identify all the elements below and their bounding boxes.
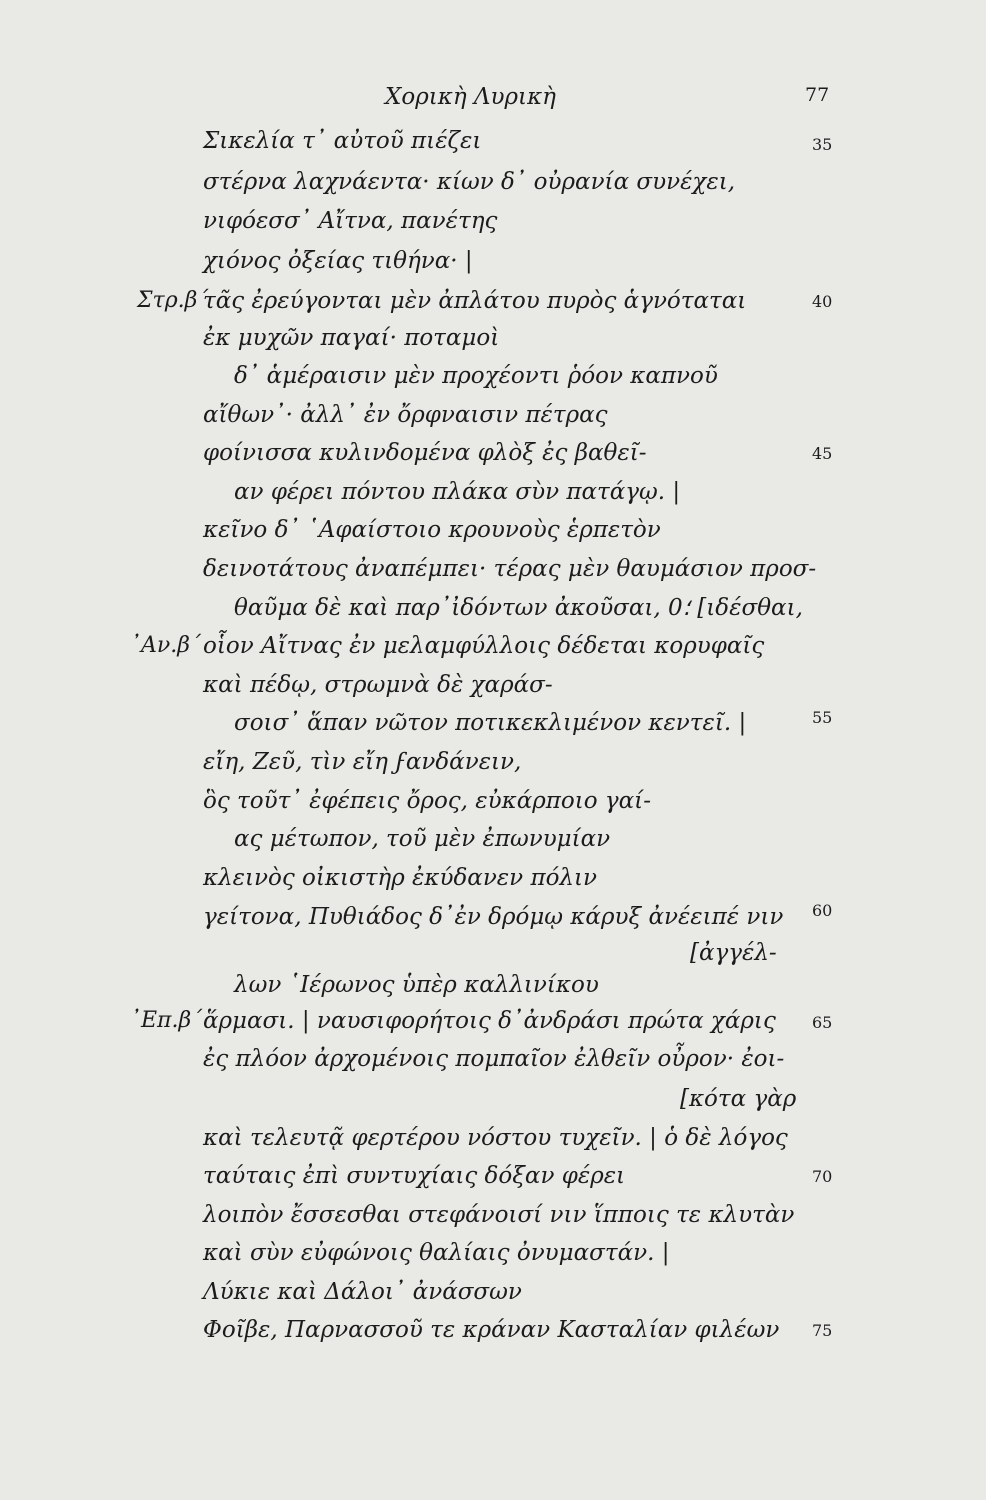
verse-line: στέρνα λαχνάεντα· κίων δ᾽ οὐρανία συνέχει, [203, 169, 736, 195]
verse-line: λων ῾Ιέρωνος ὑπὲρ καλλινίκου [234, 972, 599, 998]
verse-line: ας μέτωπον, τοῦ μὲν ἐπωνυμίαν [234, 826, 611, 852]
verse-line: ταύταις ἐπὶ συντυχίαις δόξαν φέρει [203, 1163, 626, 1189]
verse-line: φοίνισσα κυλινδομένα φλὸξ ἐς βαθεῖ- [203, 440, 647, 466]
line-number: 35 [812, 135, 833, 154]
line-number: 45 [812, 444, 833, 463]
line-number: 65 [812, 1013, 833, 1032]
line-number: 60 [812, 901, 833, 920]
verse-line: αν φέρει πόντου πλάκα σὺν πατάγῳ. | [234, 479, 681, 505]
verse-line: οἷον Αἴτνας ἐν μελαμφύλλοις δέδεται κορυφαῖς [203, 633, 765, 659]
verse-line: κεῖνο δ᾽ ῾Αφαίστοιο κρουνοὺς ἑρπετὸν [203, 517, 661, 543]
verse-line: αἴθων᾽· ἀλλ᾽ ἐν ὄρφναισιν πέτρας [203, 402, 608, 428]
verse-line: εἴη, Ζεῦ, τὶν εἴη ϝανδάνειν, [203, 749, 522, 775]
verse-line: χιόνος ὀξείας τιθήνα· | [203, 248, 473, 274]
verse-line: θαῦμα δὲ καὶ παρ᾽ἰδόντων ἀκοῦσαι, ؛0 [ιδέσθαι, [234, 595, 803, 621]
verse-line: ἐκ μυχῶν παγαί· ποταμοὶ [203, 325, 500, 351]
verse-line: ἐς πλόον ἀρχομένοις πομπαῖον ἐλθεῖν οὖρον· ἐοι- [203, 1046, 785, 1072]
verse-line: σοισ᾽ ἅπαν νῶτον ποτικεκλιμένον κεντεῖ. | [234, 710, 747, 736]
line-number: 70 [812, 1167, 833, 1186]
verse-line: δ᾽ ἁμέραισιν μὲν προχέοντι ῥόον καπνοῦ [234, 363, 718, 389]
verse-line: ἅρμασι. | ναυσιφορήτοις δ᾽ἀνδράσι πρώτα χάρις [203, 1008, 776, 1034]
line-number: 75 [812, 1321, 833, 1340]
page-number: 77 [805, 84, 830, 106]
verse-line: κλεινὸς οἰκιστὴρ ἐκύδανεν πόλιν [203, 865, 597, 891]
antistrophe-label: ᾽Αν.β΄ [130, 633, 201, 658]
verse-line: Σικελία τ᾽ αὐτοῦ πιέζει [203, 128, 482, 154]
verse-line: καὶ σὺν εὐφώνοις θαλίαις ὀνυμαστάν. | [203, 1240, 670, 1266]
verse-line: καὶ τελευτᾷ φερτέρου νόστου τυχεῖν. | ὁ δὲ λόγος [203, 1125, 788, 1151]
verse-line: καὶ πέδῳ, στρωμνὰ δὲ χαράσ- [203, 672, 553, 698]
verse-line: γείτονα, Πυθιάδος δ᾽ἐν δρόμῳ κάρυξ ἀνέειπέ νιν [203, 904, 784, 930]
running-head: Χορικὴ Λυρικὴ [385, 84, 556, 110]
verse-line: Φοῖβε, Παρνασσοῦ τε κράναν Κασταλίαν φιλέων [203, 1317, 780, 1343]
verse-line: τᾶς ἐρεύγονται μὲν ἀπλάτου πυρὸς ἁγνόταται [203, 288, 747, 314]
verse-line: λοιπὸν ἔσσεσθαι στεφάνοισί νιν ἵπποις τε κλυτὰν [203, 1202, 795, 1228]
epode-label: ᾽Επ.β΄ [130, 1008, 203, 1033]
verse-line: Λύκιε καὶ Δάλοι᾽ ἀνάσσων [203, 1279, 522, 1305]
verse-line: νιφόεσσ᾽ Αἴτνα, πανέτης [203, 208, 498, 234]
verse-line: [ἀγγέλ- [690, 940, 777, 966]
verse-line: [κότα γὰρ [680, 1086, 797, 1112]
line-number: 55 [812, 708, 833, 727]
verse-line: ὃς τοῦτ᾽ ἐφέπεις ὄρος, εὐκάρποιο γαί- [203, 788, 651, 814]
verse-line: δεινοτάτους ἀναπέμπει· τέρας μὲν θαυμάσιον προσ- [203, 556, 817, 582]
strophe-label: Στρ.β΄ [137, 288, 209, 313]
line-number: 40 [812, 292, 833, 311]
